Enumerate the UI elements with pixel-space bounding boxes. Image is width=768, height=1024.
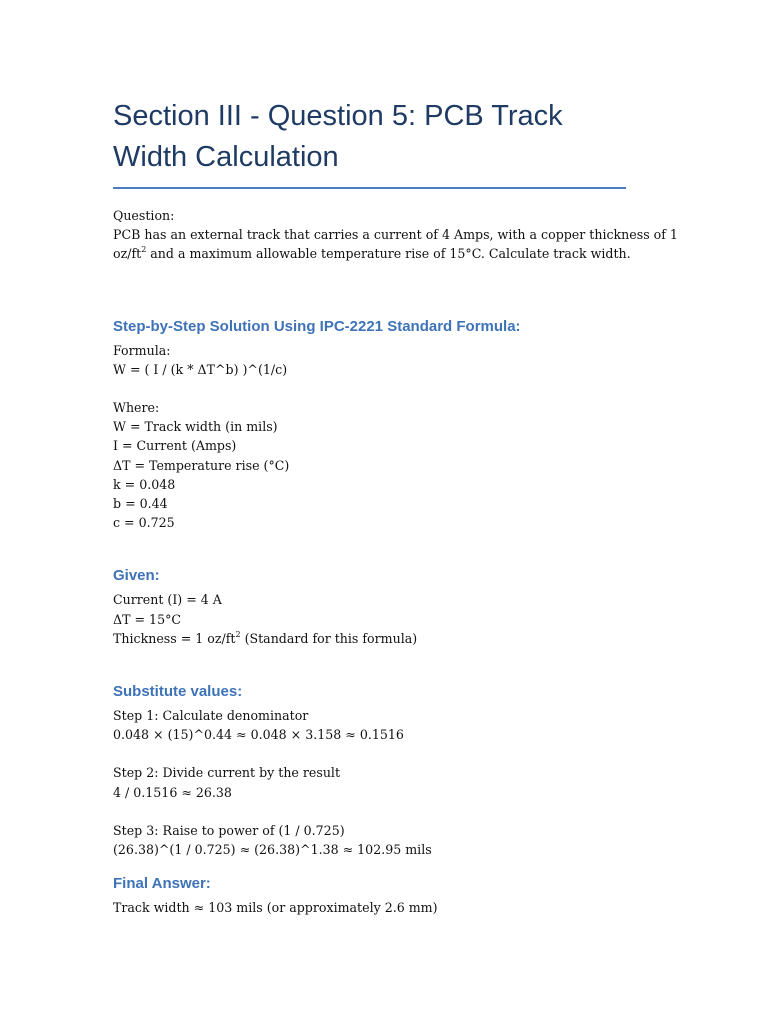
given-section (113, 590, 628, 648)
given-thickness (113, 629, 628, 648)
where-item: ΔT = Temperature rise (°C) (113, 457, 290, 473)
step-calculation: 4 / 0.1516 ≈ 26.38 (113, 784, 232, 800)
given-thickness-note: (Standard for this formula) (240, 630, 418, 646)
question-section (113, 206, 678, 264)
question-text-line-1: PCB has an external track that carries a current of 4 Amps, with a copper thickness of 1 (113, 227, 678, 243)
given-current: Current (I) = 4 A (113, 592, 222, 608)
question-text-superscript: 2 (141, 245, 147, 255)
where-item: k = 0.048 (113, 476, 176, 492)
substitute-section (113, 706, 628, 859)
step-calculation: 0.048 × (15)^0.44 ≈ 0.048 × 3.158 ≈ 0.1516 (113, 727, 404, 743)
page-title (113, 96, 626, 189)
given-delta-t: ΔT = 15°C (113, 611, 182, 627)
where-item: c = 0.725 (113, 515, 175, 531)
formula-section (113, 341, 628, 533)
step-calculation: (26.38)^(1 / 0.725) ≈ (26.38)^1.38 ≈ 102.95 mils (113, 842, 432, 858)
final-answer-heading: Final Answer: (113, 875, 211, 893)
formula-label: Formula: (113, 342, 171, 358)
step-label: Step 1: Calculate denominator (113, 708, 309, 724)
where-label: Where: (113, 400, 160, 416)
where-item: I = Current (Amps) (113, 438, 237, 454)
where-item: b = 0.44 (113, 496, 168, 512)
question-text-line-2 (113, 244, 631, 263)
step-label: Step 2: Divide current by the result (113, 765, 341, 781)
given-heading: Given: (113, 567, 160, 585)
question-label: Question: (113, 208, 175, 223)
question-text-rest: and a maximum allowable temperature rise of 15°C. Calculate track width. (146, 246, 631, 262)
title-line-2: Width Calculation (113, 141, 339, 173)
final-answer-text: Track width ≈ 103 mils (or approximately 2.6 mm) (113, 900, 438, 916)
title-line-1: Section III - Question 5: PCB Track (113, 100, 563, 132)
given-thickness-text: Thickness = 1 oz/ft (113, 630, 236, 646)
substitute-heading: Substitute values: (113, 683, 243, 701)
solution-heading: Step-by-Step Solution Using IPC-2221 Standard Formula: (113, 317, 521, 335)
step-label: Step 3: Raise to power of (1 / 0.725) (113, 822, 345, 838)
where-item: W = Track width (in mils) (113, 419, 278, 435)
formula-expression: W = ( I / (k * ΔT^b) )^(1/c) (113, 361, 288, 377)
given-thickness-superscript: 2 (235, 629, 241, 639)
question-text-unit: oz/ft (113, 246, 142, 262)
document-page (113, 96, 678, 917)
final-answer-section (113, 898, 628, 917)
